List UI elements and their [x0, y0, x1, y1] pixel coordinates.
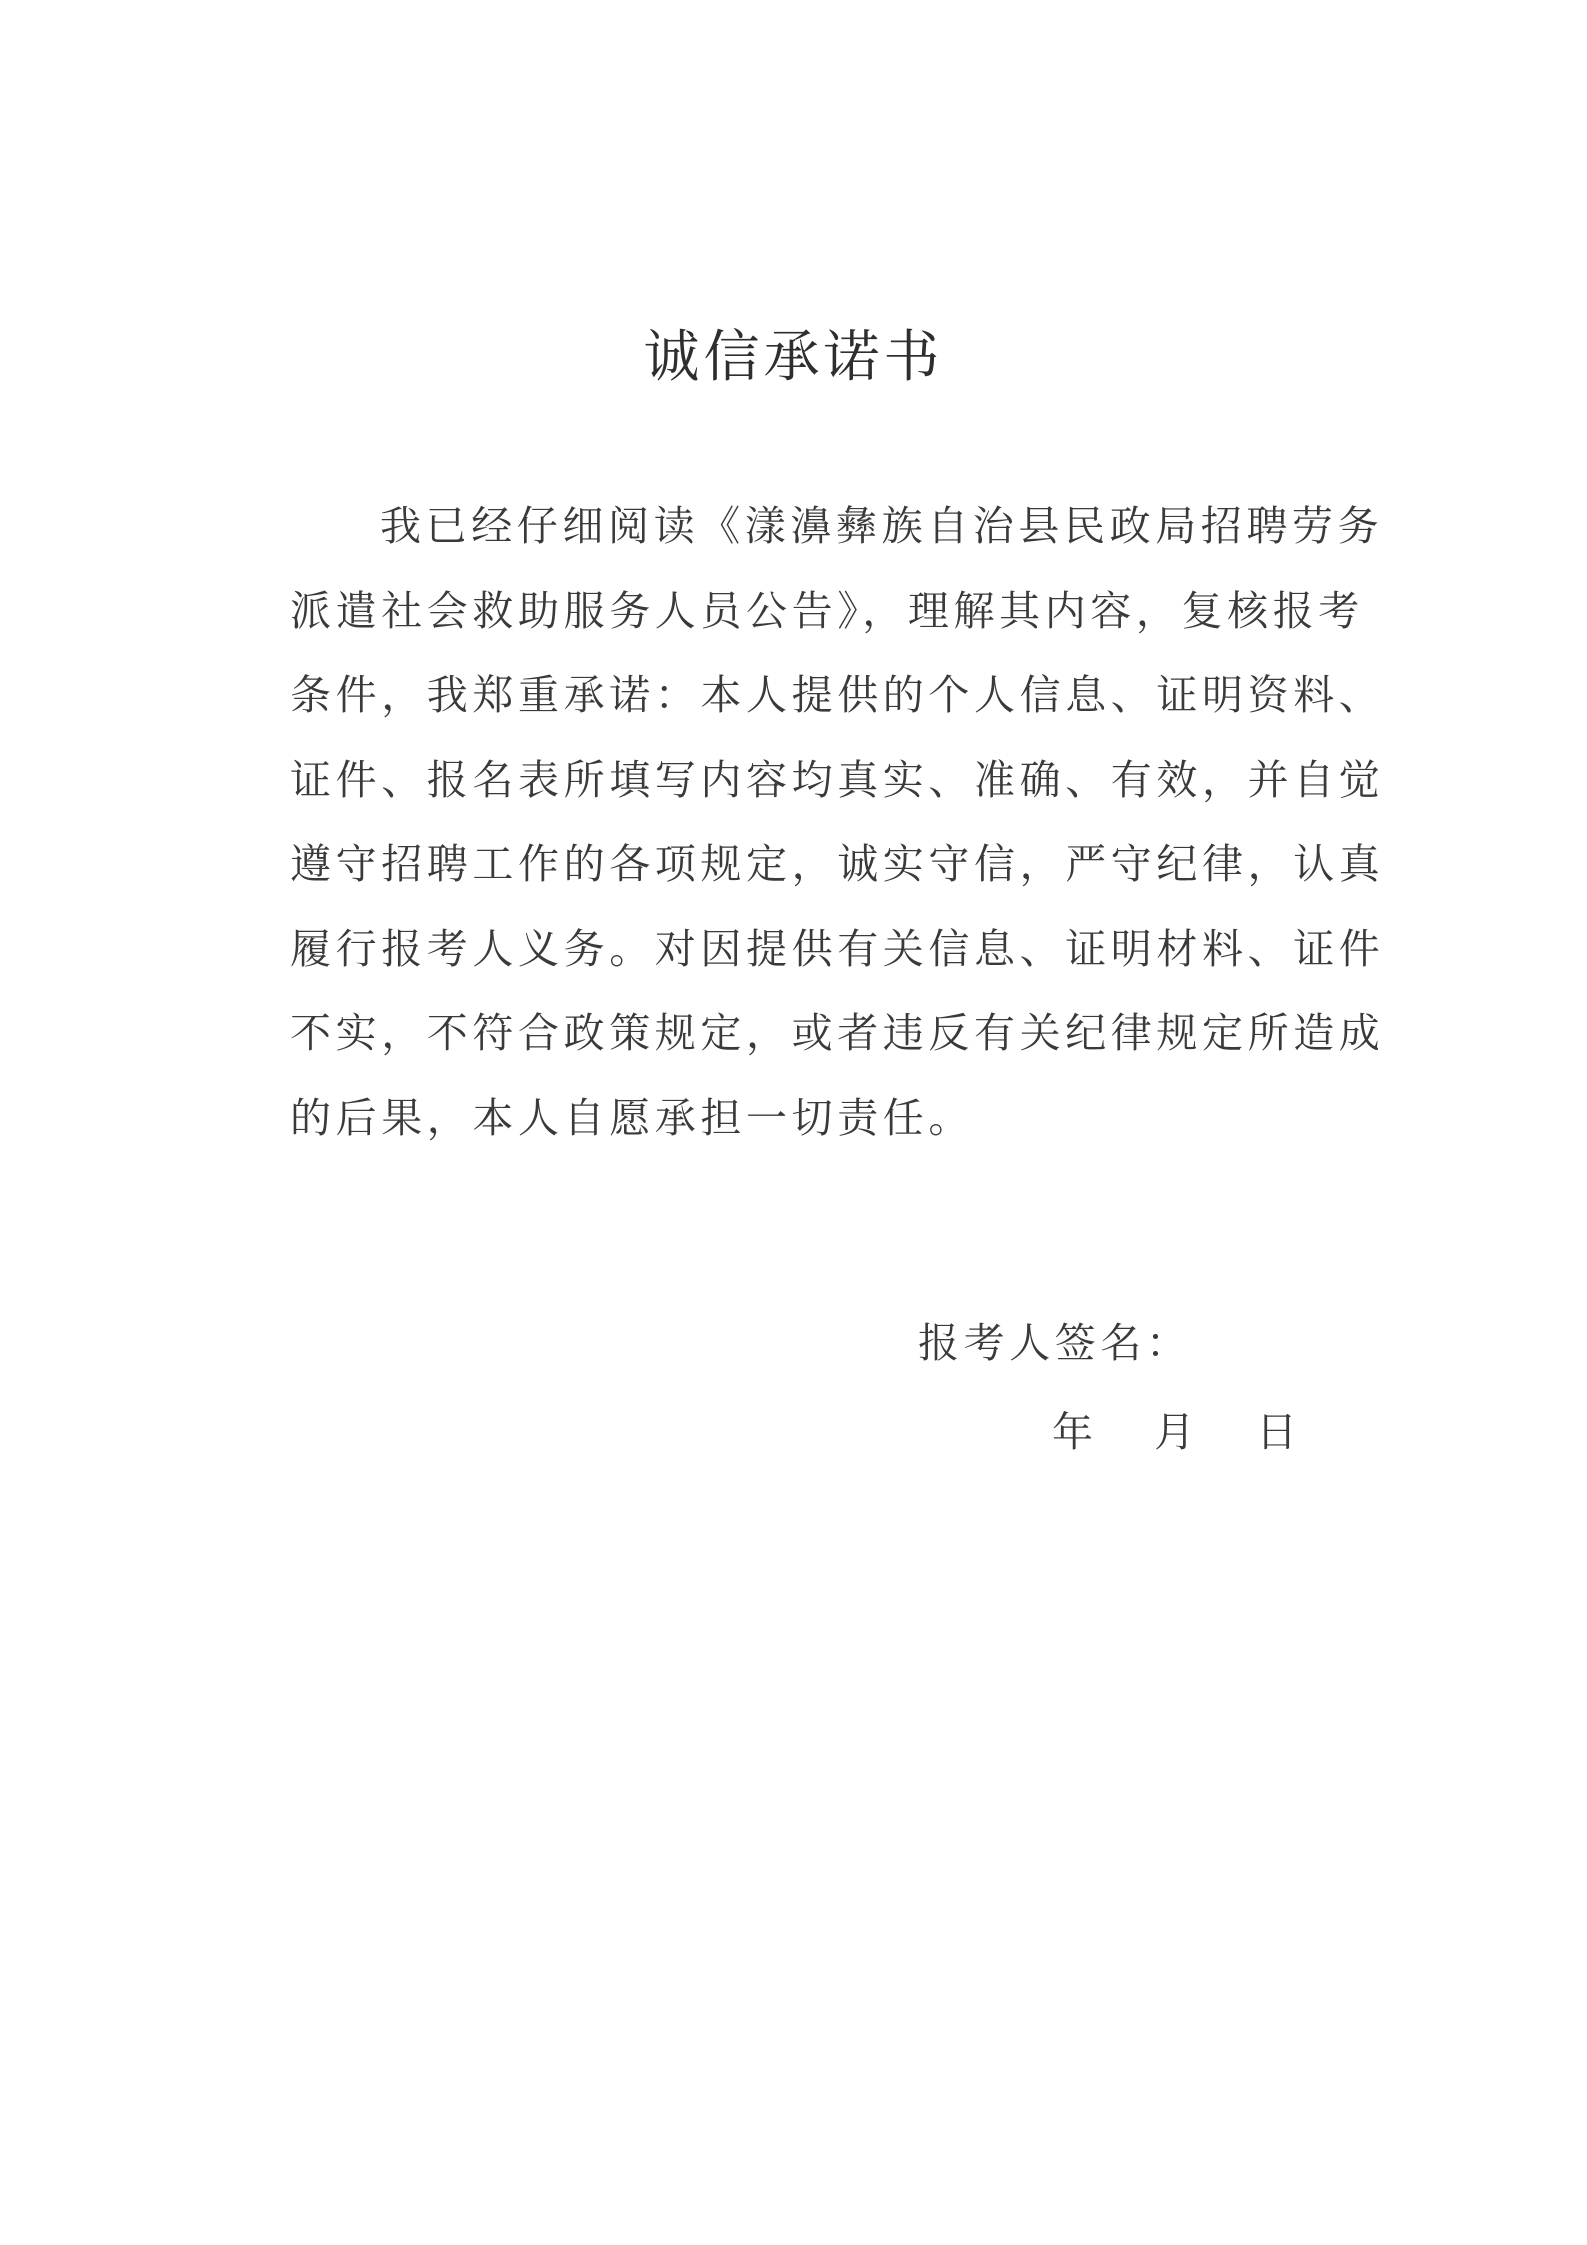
- document-title: 诚信承诺书: [643, 325, 944, 390]
- paragraph-line: 的后果，本人自愿承担一切责任。: [290, 1093, 974, 1142]
- paragraph-line: 遵守招聘工作的各项规定，诚实守信，严守纪律，认真: [290, 840, 1385, 888]
- commitment-paragraph: [290, 484, 1385, 1160]
- date-line: [1052, 1402, 1297, 1462]
- paragraph-line: 不实，不符合政策规定，或者违反有关纪律规定所造成: [290, 1009, 1385, 1057]
- date-month-label: 月: [1154, 1408, 1196, 1456]
- paragraph-line: 证件、报名表所填写内容均真实、准确、有效，并自觉: [290, 755, 1385, 804]
- signature-label: 报考人签名：: [918, 1319, 1192, 1367]
- date-year-label: 年: [1052, 1408, 1093, 1456]
- paragraph-line: 履行报考人义务。对因提供有关信息、证明材料、证件: [290, 924, 1385, 973]
- paragraph-line: 我已经仔细阅读《漾濞彝族自治县民政局招聘劳务: [380, 502, 1384, 550]
- paragraph-line: 条件，我郑重承诺：本人提供的个人信息、证明资料、: [290, 671, 1385, 719]
- paragraph-line: 派遣社会救助服务人员公告》，理解其内容，复核报考: [290, 586, 1364, 635]
- date-day-label: 日: [1256, 1408, 1298, 1456]
